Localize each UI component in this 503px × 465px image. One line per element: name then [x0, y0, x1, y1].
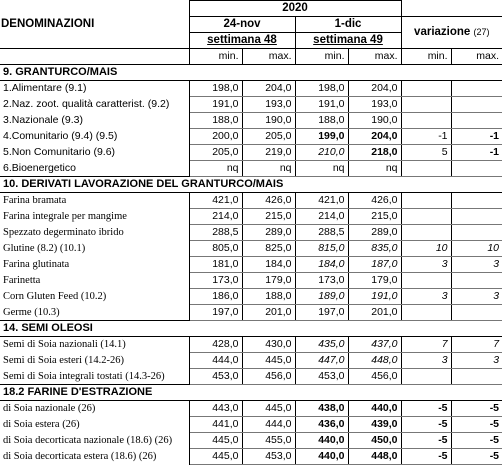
- table-row: [0, 241, 502, 257]
- row-label: di Soia estera (26): [0, 417, 189, 433]
- value-cell: -5: [401, 433, 451, 449]
- value-cell: -5: [451, 449, 502, 465]
- row-label: Glutine (8.2) (10.1): [0, 241, 189, 257]
- value-cell: 435,0: [295, 337, 348, 353]
- value-cell: [451, 273, 502, 289]
- table-row: [0, 81, 502, 97]
- table-row: [0, 433, 502, 449]
- table-row: [0, 97, 502, 113]
- section-title: 14. SEMI OLEOSI: [0, 321, 502, 337]
- value-cell: [401, 305, 451, 321]
- table-row: [0, 401, 502, 417]
- value-cell: 445,0: [189, 433, 242, 449]
- value-cell: 190,0: [242, 113, 295, 129]
- value-cell: 447,0: [295, 353, 348, 369]
- row-label: 2.Naz. zoot. qualità caratterist. (9.2): [0, 97, 189, 113]
- value-cell: 189,0: [295, 289, 348, 305]
- value-cell: 440,0: [348, 401, 401, 417]
- row-label: di Soia decorticata estera (18.6) (26): [0, 449, 189, 465]
- value-cell: [401, 209, 451, 225]
- value-cell: 456,0: [348, 369, 401, 385]
- unit-label-cell: [0, 49, 189, 65]
- value-cell: 191,0: [295, 97, 348, 113]
- value-cell: 421,0: [295, 193, 348, 209]
- min-header-2: min.: [295, 49, 348, 65]
- table-row: [0, 145, 502, 161]
- denominazioni-header: DENOMINAZIONI: [0, 1, 189, 49]
- section-header: [0, 321, 502, 337]
- table-row: [0, 305, 502, 321]
- row-label: di Soia nazionale (26): [0, 401, 189, 417]
- section-title: 10. DERIVATI LAVORAZIONE DEL GRANTURCO/MAIS: [0, 177, 502, 193]
- table-row: [0, 273, 502, 289]
- period-2-week: settimana 49: [295, 33, 401, 49]
- row-label: Farina bramata: [0, 193, 189, 209]
- value-cell: -5: [401, 449, 451, 465]
- value-cell: 210,0: [295, 145, 348, 161]
- variazione-header: [401, 17, 502, 49]
- value-cell: [401, 81, 451, 97]
- variazione-note: (27): [473, 27, 490, 37]
- value-cell: 441,0: [189, 417, 242, 433]
- value-cell: [401, 161, 451, 177]
- value-cell: 453,0: [242, 449, 295, 465]
- value-cell: 188,0: [242, 289, 295, 305]
- value-cell: 440,0: [295, 433, 348, 449]
- value-cell: 3: [451, 257, 502, 273]
- value-cell: 7: [401, 337, 451, 353]
- value-cell: 448,0: [348, 449, 401, 465]
- value-cell: 204,0: [348, 81, 401, 97]
- value-cell: 439,0: [348, 417, 401, 433]
- value-cell: -1: [401, 129, 451, 145]
- value-cell: -5: [451, 401, 502, 417]
- value-cell: 205,0: [242, 129, 295, 145]
- value-cell: 10: [401, 241, 451, 257]
- section-title: 9. GRANTURCO/MAIS: [0, 65, 502, 81]
- value-cell: 805,0: [189, 241, 242, 257]
- value-cell: 438,0: [295, 401, 348, 417]
- value-cell: 199,0: [295, 129, 348, 145]
- table-row: [0, 209, 502, 225]
- value-cell: [451, 225, 502, 241]
- value-cell: 197,0: [189, 305, 242, 321]
- value-cell: 200,0: [189, 129, 242, 145]
- table-row: [0, 257, 502, 273]
- table-row: [0, 369, 502, 385]
- value-cell: [401, 193, 451, 209]
- row-label: Farinetta: [0, 273, 189, 289]
- value-cell: 188,0: [189, 113, 242, 129]
- value-cell: 445,0: [242, 353, 295, 369]
- section-header: [0, 65, 502, 81]
- row-label: Spezzato degerminato ibrido: [0, 225, 189, 241]
- value-cell: 179,0: [242, 273, 295, 289]
- value-cell: 444,0: [189, 353, 242, 369]
- value-cell: [401, 273, 451, 289]
- period-2-date: 1-dic: [295, 17, 401, 33]
- row-label: 6.Bioenergetico: [0, 161, 189, 177]
- value-cell: 205,0: [189, 145, 242, 161]
- value-cell: [401, 369, 451, 385]
- min-header-1: min.: [189, 49, 242, 65]
- value-cell: 426,0: [348, 193, 401, 209]
- value-cell: 3: [451, 289, 502, 305]
- value-cell: 835,0: [348, 241, 401, 257]
- value-cell: [451, 81, 502, 97]
- max-header-var: max.: [451, 49, 502, 65]
- value-cell: [451, 369, 502, 385]
- value-cell: 198,0: [295, 81, 348, 97]
- value-cell: 214,0: [295, 209, 348, 225]
- value-cell: -1: [451, 145, 502, 161]
- table-row: [0, 289, 502, 305]
- value-cell: 204,0: [242, 81, 295, 97]
- table-header: [0, 1, 502, 65]
- value-cell: [451, 193, 502, 209]
- value-cell: 184,0: [295, 257, 348, 273]
- value-cell: 444,0: [242, 417, 295, 433]
- row-label: Semi di Soia esteri (14.2-26): [0, 353, 189, 369]
- value-cell: 453,0: [295, 369, 348, 385]
- table-row: [0, 337, 502, 353]
- value-cell: 3: [401, 289, 451, 305]
- table-row: [0, 225, 502, 241]
- period-1-week: settimana 48: [189, 33, 295, 49]
- value-cell: 450,0: [348, 433, 401, 449]
- value-cell: [451, 209, 502, 225]
- value-cell: 288,5: [189, 225, 242, 241]
- row-label: Semi di Soia integrali tostati (14.3-26): [0, 369, 189, 385]
- value-cell: 179,0: [348, 273, 401, 289]
- value-cell: 448,0: [348, 353, 401, 369]
- table-body: [0, 65, 502, 465]
- value-cell: 10: [451, 241, 502, 257]
- table-row: [0, 161, 502, 177]
- value-cell: 201,0: [242, 305, 295, 321]
- value-cell: [451, 161, 502, 177]
- section-header: [0, 385, 502, 401]
- value-cell: 456,0: [242, 369, 295, 385]
- section-header: [0, 177, 502, 193]
- value-cell: 190,0: [348, 113, 401, 129]
- value-cell: 7: [451, 337, 502, 353]
- value-cell: 191,0: [348, 289, 401, 305]
- value-cell: 215,0: [348, 209, 401, 225]
- value-cell: 421,0: [189, 193, 242, 209]
- value-cell: 204,0: [348, 129, 401, 145]
- row-label: 5.Non Comunitario (9.6): [0, 145, 189, 161]
- value-cell: 289,0: [348, 225, 401, 241]
- value-cell: nq: [189, 161, 242, 177]
- value-cell: 825,0: [242, 241, 295, 257]
- max-header-1: max.: [242, 49, 295, 65]
- value-cell: 198,0: [189, 81, 242, 97]
- value-cell: 437,0: [348, 337, 401, 353]
- value-cell: 193,0: [242, 97, 295, 113]
- table-row: [0, 193, 502, 209]
- value-cell: 197,0: [295, 305, 348, 321]
- value-cell: -1: [451, 129, 502, 145]
- value-cell: 173,0: [295, 273, 348, 289]
- value-cell: 186,0: [189, 289, 242, 305]
- table-row: [0, 129, 502, 145]
- year-header: 2020: [189, 1, 401, 17]
- period-1-date: 24-nov: [189, 17, 295, 33]
- value-cell: 440,0: [295, 449, 348, 465]
- value-cell: -5: [451, 417, 502, 433]
- value-cell: 184,0: [242, 257, 295, 273]
- row-label: 1.Alimentare (9.1): [0, 81, 189, 97]
- value-cell: [451, 305, 502, 321]
- table-row: [0, 353, 502, 369]
- value-cell: 219,0: [242, 145, 295, 161]
- value-cell: 191,0: [189, 97, 242, 113]
- value-cell: 173,0: [189, 273, 242, 289]
- table-row: [0, 113, 502, 129]
- value-cell: 445,0: [189, 449, 242, 465]
- value-cell: 426,0: [242, 193, 295, 209]
- value-cell: 201,0: [348, 305, 401, 321]
- value-cell: 445,0: [242, 401, 295, 417]
- value-cell: 288,5: [295, 225, 348, 241]
- value-cell: nq: [242, 161, 295, 177]
- value-cell: -5: [401, 401, 451, 417]
- row-label: 3.Nazionale (9.3): [0, 113, 189, 129]
- value-cell: 214,0: [189, 209, 242, 225]
- row-label: Farina glutinata: [0, 257, 189, 273]
- value-cell: 455,0: [242, 433, 295, 449]
- blank-header: [401, 1, 502, 17]
- value-cell: [401, 225, 451, 241]
- value-cell: 3: [451, 353, 502, 369]
- table-row: [0, 417, 502, 433]
- value-cell: 430,0: [242, 337, 295, 353]
- value-cell: 443,0: [189, 401, 242, 417]
- value-cell: 218,0: [348, 145, 401, 161]
- value-cell: -5: [451, 433, 502, 449]
- table-row: [0, 449, 502, 465]
- value-cell: 3: [401, 353, 451, 369]
- value-cell: 215,0: [242, 209, 295, 225]
- value-cell: 181,0: [189, 257, 242, 273]
- row-label: Corn Gluten Feed (10.2): [0, 289, 189, 305]
- value-cell: [401, 97, 451, 113]
- value-cell: 193,0: [348, 97, 401, 113]
- value-cell: [451, 113, 502, 129]
- row-label: di Soia decorticata nazionale (18.6) (26): [0, 433, 189, 449]
- value-cell: 3: [401, 257, 451, 273]
- section-title: 18.2 FARINE D'ESTRAZIONE: [0, 385, 502, 401]
- min-header-var: min.: [401, 49, 451, 65]
- value-cell: 428,0: [189, 337, 242, 353]
- value-cell: nq: [348, 161, 401, 177]
- variazione-label: variazione: [414, 26, 471, 38]
- value-cell: 188,0: [295, 113, 348, 129]
- row-label: 4.Comunitario (9.4) (9.5): [0, 129, 189, 145]
- value-cell: [401, 113, 451, 129]
- max-header-2: max.: [348, 49, 401, 65]
- value-cell: 815,0: [295, 241, 348, 257]
- value-cell: 187,0: [348, 257, 401, 273]
- value-cell: -5: [401, 417, 451, 433]
- value-cell: [451, 97, 502, 113]
- row-label: Germe (10.3): [0, 305, 189, 321]
- value-cell: 289,0: [242, 225, 295, 241]
- value-cell: 453,0: [189, 369, 242, 385]
- value-cell: nq: [295, 161, 348, 177]
- row-label: Farina integrale per mangime: [0, 209, 189, 225]
- value-cell: 436,0: [295, 417, 348, 433]
- row-label: Semi di Soia nazionali (14.1): [0, 337, 189, 353]
- value-cell: 5: [401, 145, 451, 161]
